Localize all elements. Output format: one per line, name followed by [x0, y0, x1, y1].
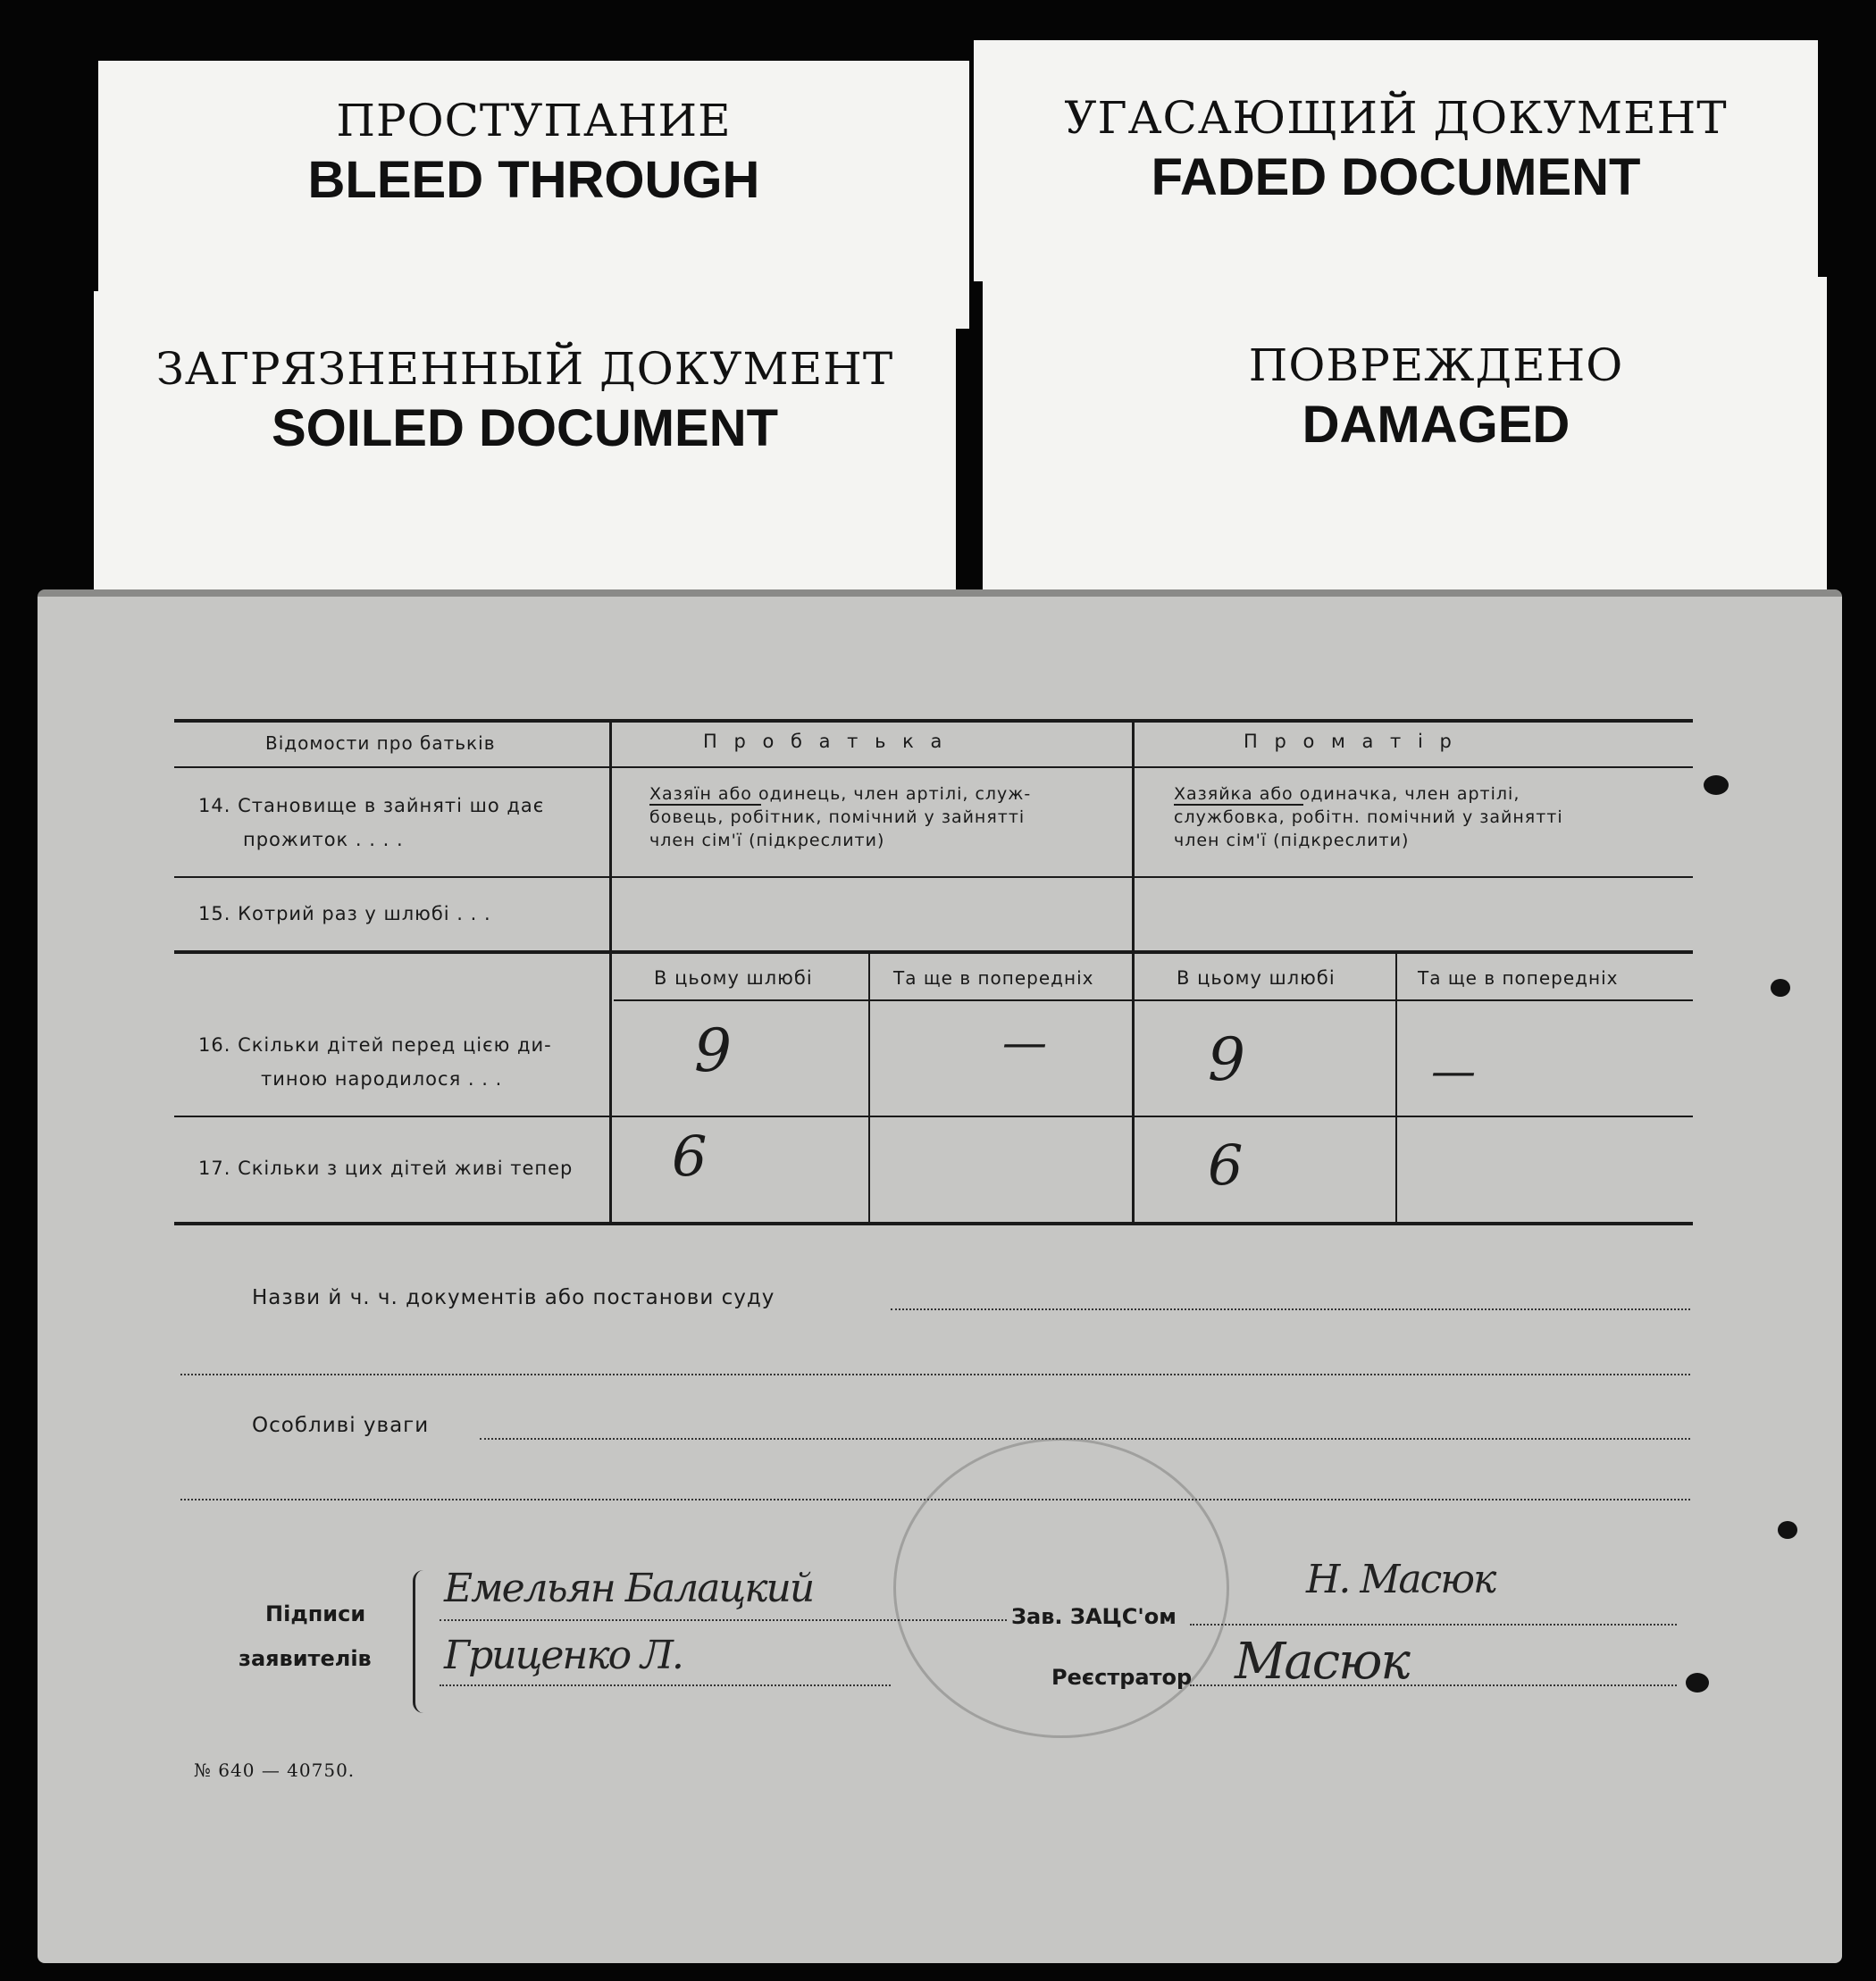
card-title-en: FADED DOCUMENT [1151, 148, 1641, 206]
row16-father-this: 9 [694, 1016, 732, 1085]
row17-label: 17. Скільки з цих дітей живі тепер [198, 1158, 574, 1179]
card-title-ru: УГАСАЮЩИЙ ДОКУМЕНТ [1064, 92, 1728, 144]
table-bottom-rule [174, 1222, 1693, 1225]
row14-mother-2: службовка, робітн. помічний у зайнятті [1174, 807, 1563, 827]
damaged-card [983, 277, 1827, 589]
notes-label: Особливі уваги [252, 1414, 430, 1437]
brace [413, 1570, 433, 1713]
row17-mother-this: 6 [1208, 1133, 1244, 1198]
header-parents-info: Відомости про батьків [265, 732, 496, 754]
head-signature: Н. Масюк [1306, 1557, 1495, 1602]
applicant-signature-2: Гриценко Л. [444, 1633, 683, 1678]
card-title-ru: ПОВРЕЖДЕНО [1248, 339, 1624, 391]
row17-father-this: 6 [672, 1124, 708, 1189]
card-title-ru: ЗАГРЯЗНЕННЫЙ ДОКУМЕНТ [155, 343, 894, 395]
table-top-rule [174, 719, 1693, 723]
subheader-father-prev: Та ще в попередніх [893, 967, 1094, 989]
row14-father-2: бовець, робітник, помічний у зайнятті [649, 807, 1026, 827]
soiled-document-card [94, 291, 956, 613]
head-label: Зав. ЗАЦС'ом [1011, 1604, 1177, 1629]
applicant-line-2 [440, 1684, 891, 1686]
subheader-mother-prev: Та ще в попередніх [1418, 967, 1619, 989]
father-underline [649, 804, 761, 806]
row16-mother-prev: — [1431, 1045, 1476, 1097]
row14-father-1: Хазяїн або одинець, член артілі, служ- [649, 784, 1032, 804]
punch-hole [1704, 775, 1729, 795]
col-divider-1 [609, 719, 612, 1224]
bleed-through-card [98, 61, 969, 329]
head-line [1190, 1624, 1677, 1626]
header-about-mother: П р о м а т і р [1244, 731, 1457, 752]
applicants-label-1: Підписи [265, 1601, 366, 1626]
documents-field-line-2[interactable] [180, 1374, 1690, 1375]
subheader-father-this: В цьому шлюбі [654, 967, 813, 989]
punch-hole [1778, 1521, 1797, 1539]
mother-underline [1174, 804, 1303, 806]
form-number: № 640 — 40750. [194, 1759, 356, 1781]
row16-rule [174, 1116, 1693, 1117]
row14-rule [174, 876, 1693, 878]
col-divider-2 [1132, 719, 1135, 1224]
applicant-signature-1: Емельян Балацкий [444, 1566, 814, 1611]
registration-form-sheet [38, 589, 1842, 1963]
card-title-en: SOILED DOCUMENT [271, 399, 779, 457]
subheader-mother-this: В цьому шлюбі [1177, 967, 1336, 989]
row14-label-2: прожиток . . . . [243, 829, 404, 850]
documents-label: Назви й ч. ч. документів або постанови суду [252, 1286, 775, 1309]
punch-hole [1686, 1673, 1709, 1693]
row15-label: 15. Котрий раз у шлюбі . . . [198, 903, 491, 924]
registrar-label: Реєстратор [1051, 1665, 1193, 1690]
card-title-ru: ПРОСТУПАНИЕ [336, 95, 732, 146]
col-divider-3 [868, 952, 870, 1224]
header-rule [174, 766, 1693, 768]
header-about-father: П р о б а т ь к а [703, 731, 948, 752]
documents-field[interactable] [891, 1308, 1690, 1310]
row16-father-prev: — [1002, 1016, 1047, 1068]
row16-mother-this: 9 [1208, 1025, 1245, 1094]
row14-mother-1: Хазяйка або одиначка, член артілі, [1174, 784, 1520, 804]
punch-hole [1771, 979, 1790, 997]
col-divider-4 [1395, 952, 1397, 1224]
registrar-line [1190, 1684, 1677, 1686]
row16-label-1: 16. Скільки дітей перед цією ди- [198, 1034, 552, 1056]
row14-label-1: 14. Становище в зайняті шо дає [198, 795, 545, 816]
card-title-en: BLEED THROUGH [307, 151, 760, 209]
subheader-rule [614, 999, 1693, 1001]
row14-father-3: член сім'ї (підкреслити) [649, 831, 885, 850]
registrar-signature: Масюк [1235, 1633, 1409, 1691]
row14-mother-3: член сім'ї (підкреслити) [1174, 831, 1410, 850]
applicants-label-2: заявителів [239, 1646, 372, 1671]
faded-document-card [974, 40, 1818, 281]
row16-label-2: тиною народилося . . . [261, 1068, 503, 1090]
card-title-en: DAMAGED [1302, 396, 1570, 454]
official-stamp [893, 1438, 1229, 1738]
row15-rule [174, 950, 1693, 954]
